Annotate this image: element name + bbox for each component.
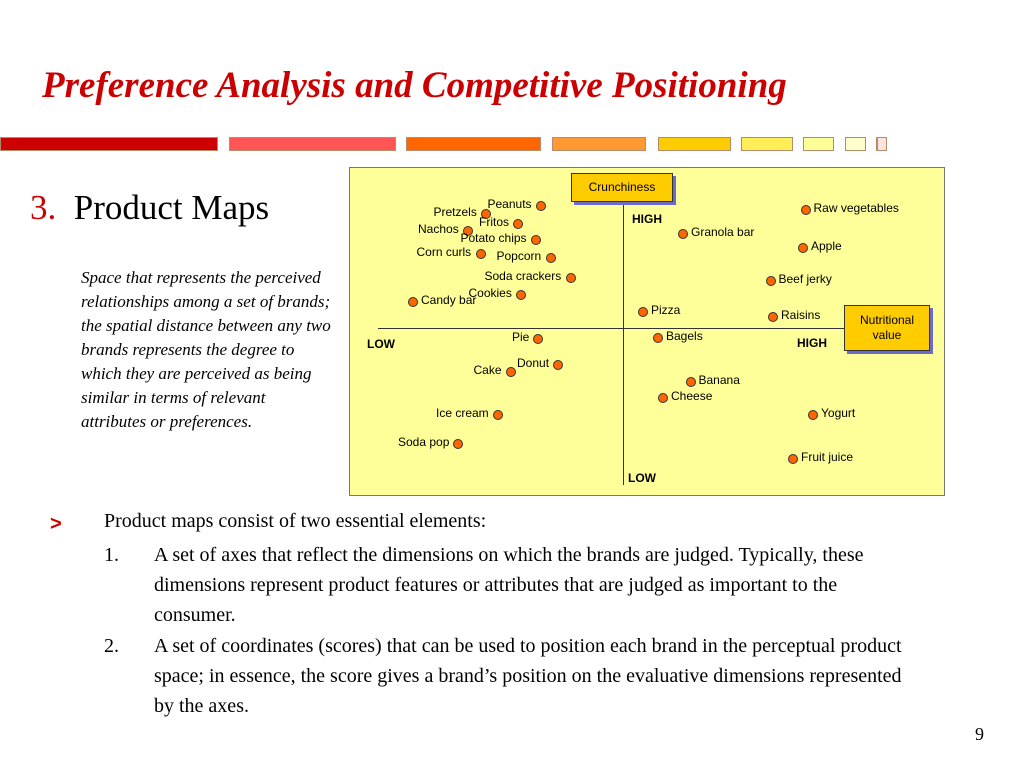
product-point — [536, 201, 546, 211]
color-bar — [406, 137, 541, 151]
product-label: Fritos — [479, 215, 509, 230]
product-label: Cake — [473, 363, 502, 378]
product-point — [766, 276, 776, 286]
product-label: Peanuts — [487, 196, 532, 211]
product-point — [653, 333, 663, 343]
slide-title: Preference Analysis and Competitive Positioning — [42, 65, 787, 106]
product-point — [408, 297, 418, 307]
product-label: Beef jerky — [778, 272, 832, 287]
product-point — [638, 307, 648, 317]
product-point — [553, 360, 563, 370]
list-item-number: 1. — [104, 544, 119, 566]
bullet-chevron-icon: > — [50, 513, 62, 535]
crunchiness-axis — [623, 192, 624, 485]
section-number: 3. — [30, 188, 57, 227]
nutritional-value-low-label: LOW — [367, 337, 395, 351]
product-point — [546, 253, 556, 263]
product-label: Nachos — [418, 222, 459, 237]
crunchiness-high-label: HIGH — [632, 212, 662, 226]
product-point — [658, 393, 668, 403]
color-bar — [741, 137, 793, 151]
color-bar — [552, 137, 646, 151]
color-bar — [877, 137, 887, 151]
product-label: Popcorn — [496, 249, 542, 264]
product-label: Raisins — [781, 307, 821, 322]
product-label: Pie — [512, 330, 530, 345]
product-point — [533, 334, 543, 344]
product-point — [798, 243, 808, 253]
list-item-number: 2. — [104, 635, 119, 657]
color-bar — [229, 137, 396, 151]
product-point — [788, 454, 798, 464]
color-bar — [803, 137, 834, 151]
product-map-definition: Space that represents the perceived relationships among a set of brands; the spatial distance between any two brands represents the degree to which they are perceived as being similar in terms of relevant attributes or preferences. — [81, 268, 331, 431]
product-point — [506, 367, 516, 377]
product-label: Yogurt — [821, 405, 856, 420]
product-label: Apple — [811, 239, 842, 254]
product-point — [493, 410, 503, 420]
product-label: Pretzels — [433, 205, 477, 220]
list-item-text: A set of coordinates (scores) that can be used to position each brand in the perceptual product space; in essence, the score gives a brand’s position on the evaluative dimensions represented by the axes. — [154, 635, 902, 717]
product-label: Corn curls — [416, 245, 472, 260]
color-bar — [845, 137, 866, 151]
crunchiness-axis-label: Crunchiness — [571, 173, 673, 202]
product-point — [678, 229, 688, 239]
crunchiness-low-label: LOW — [628, 471, 656, 485]
color-bar — [658, 137, 731, 151]
product-point — [768, 312, 778, 322]
product-point — [516, 290, 526, 300]
product-label: Soda pop — [398, 435, 450, 450]
page-number: 9 — [975, 724, 984, 744]
product-point — [476, 249, 486, 259]
product-label: Banana — [698, 372, 740, 387]
product-label: Cookies — [468, 286, 512, 301]
product-point — [686, 377, 696, 387]
product-label: Potato chips — [460, 230, 527, 245]
color-bar — [0, 137, 218, 151]
list-item-text: A set of axes that reflect the dimensions on which the brands are judged. Typically, these dimensions represent product features or attributes that are judged as important to the consumer. — [154, 544, 864, 626]
product-point — [808, 410, 818, 420]
product-label: Candy bar — [421, 293, 477, 308]
nutritional-value-axis-label: Nutritional value — [844, 305, 930, 351]
product-label: Raw vegetables — [813, 201, 899, 216]
product-point — [513, 219, 523, 229]
section-heading — [30, 188, 269, 228]
product-label: Pizza — [651, 303, 681, 318]
product-label: Granola bar — [691, 225, 755, 240]
product-label: Ice cream — [436, 405, 489, 420]
product-label: Fruit juice — [801, 449, 854, 464]
product-point — [566, 273, 576, 283]
product-label: Cheese — [671, 388, 713, 403]
product-map — [349, 167, 945, 496]
product-point — [453, 439, 463, 449]
product-point — [801, 205, 811, 215]
product-label: Soda crackers — [484, 269, 562, 284]
body-intro: Product maps consist of two essential elements: — [104, 510, 487, 532]
product-label: Bagels — [666, 328, 703, 343]
section-title: Product Maps — [73, 188, 270, 227]
product-point — [531, 235, 541, 245]
nutritional-value-high-label: HIGH — [797, 336, 827, 350]
product-label: Donut — [517, 355, 550, 370]
nutritional-value-axis — [378, 328, 880, 329]
